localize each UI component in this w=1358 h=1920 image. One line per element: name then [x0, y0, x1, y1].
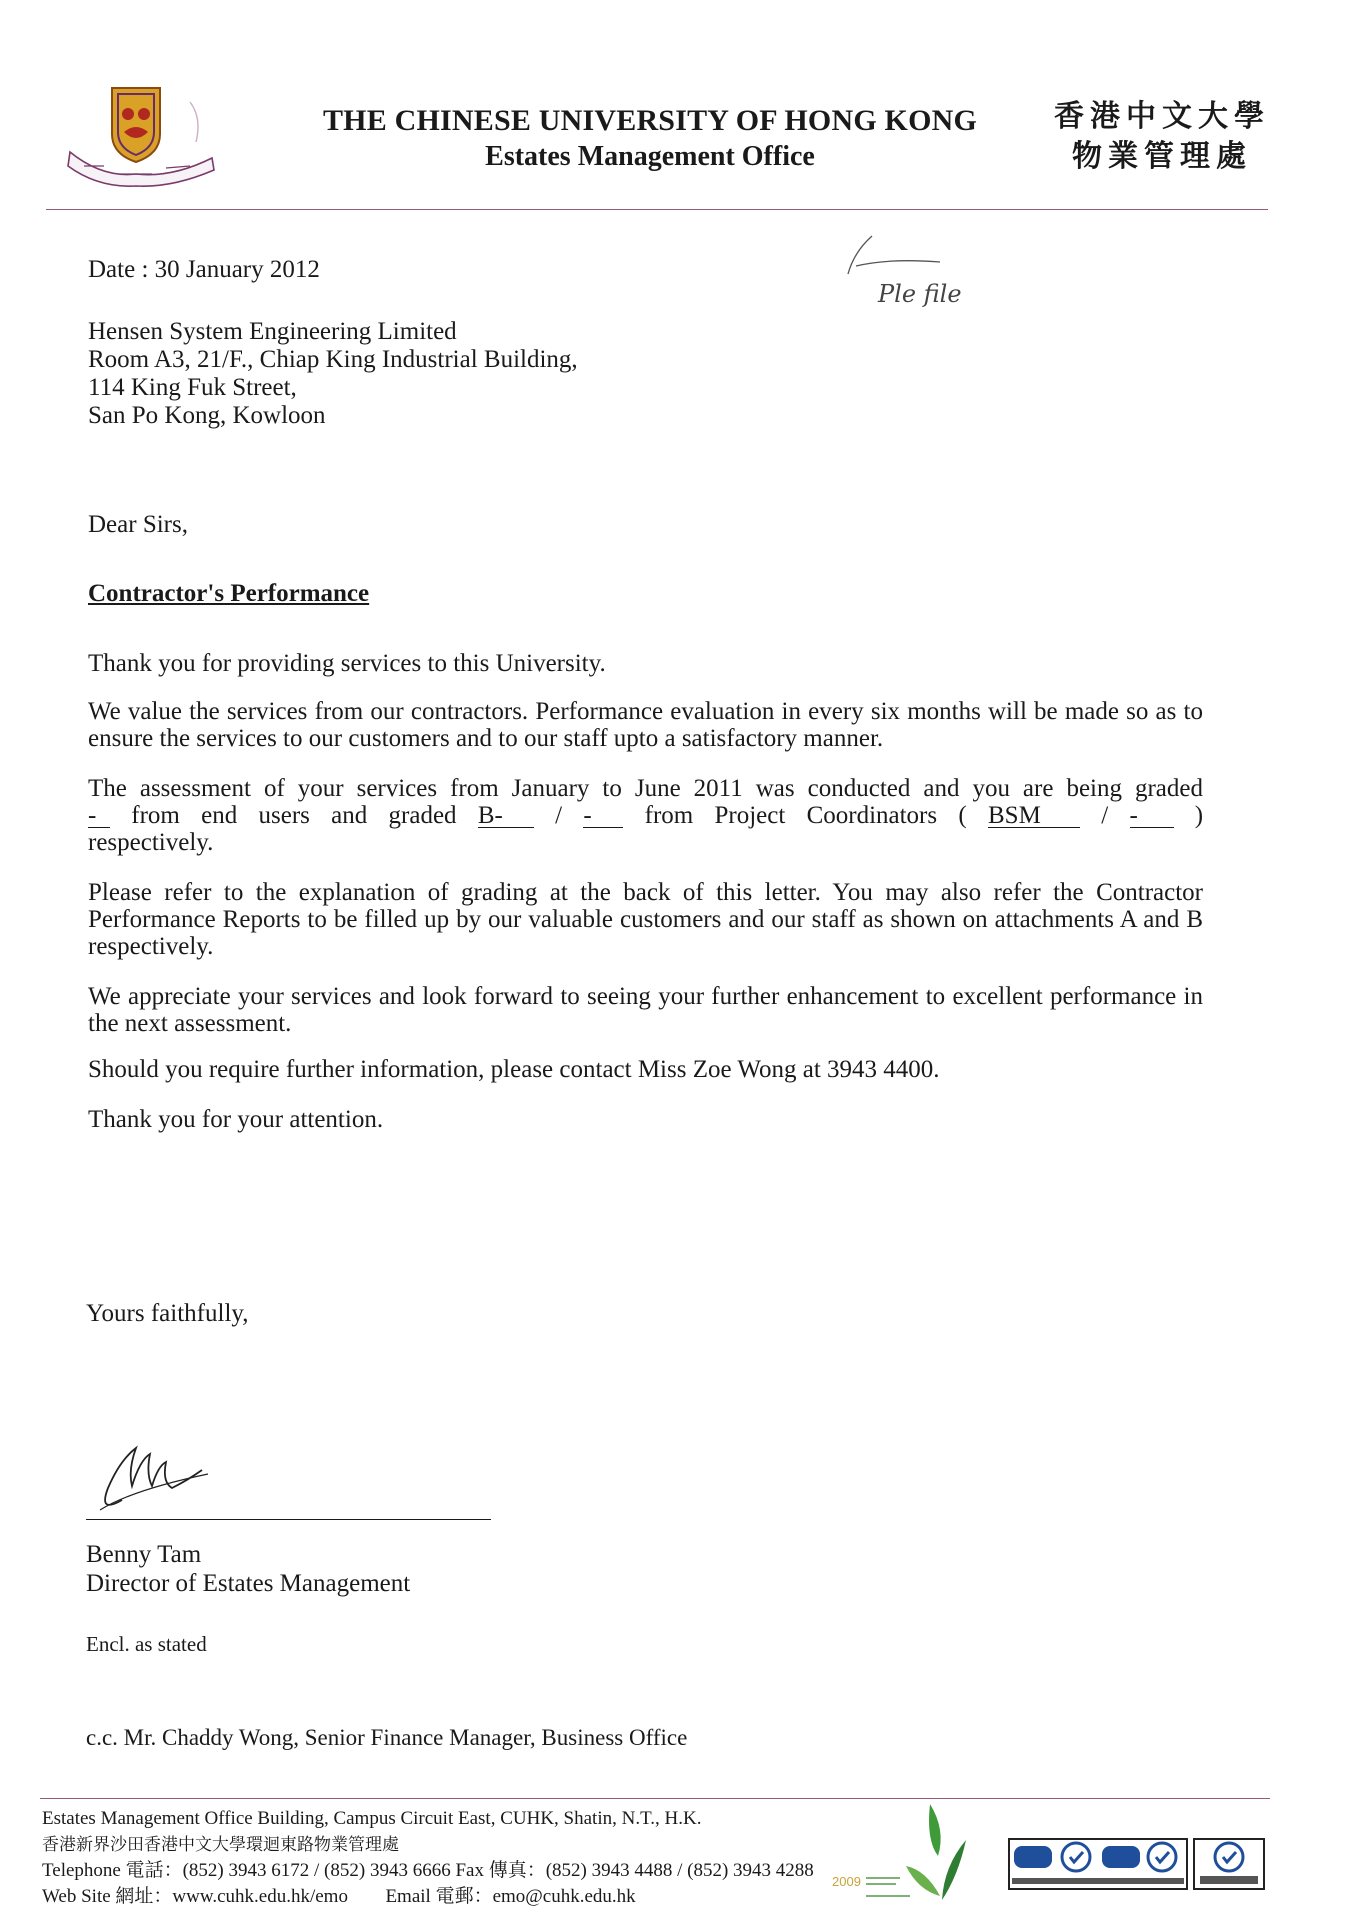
eco-year: 2009: [832, 1874, 861, 1889]
recipient-line: Hensen System Engineering Limited: [88, 318, 457, 345]
coordinator-separator: /: [1101, 802, 1109, 829]
handwritten-note: Ple file: [878, 280, 962, 308]
grade-separator: /: [555, 802, 563, 829]
signer-name: Benny Tam: [86, 1541, 202, 1568]
letterhead-chinese: [1052, 97, 1272, 177]
footer-web-email: [42, 1884, 842, 1910]
from-end-users-text: from end users and graded: [131, 802, 457, 829]
paragraph-grading-explanation: Please refer to the explanation of grading at the back of this letter. You may also refer the Contractor Performance Reports to be filled up by our valuable customers and our staff as shown on attachments A and B respectively.: [88, 879, 1203, 960]
footer-telephone-fax: Telephone 電話：(852) 3943 6172 / (852) 3943 6666 Fax 傳真：(852) 3943 4488 / (852) 3943 4288: [42, 1860, 814, 1881]
signer-block: [86, 1540, 410, 1598]
grade-project-coordinator-2: -: [583, 805, 623, 828]
from-project-coordinators-text: from Project Coordinators (: [644, 802, 967, 829]
signer-title: Director of Estates Management: [86, 1570, 411, 1597]
paragraph-assessment: [88, 775, 1203, 856]
letterhead-english: [290, 103, 1010, 175]
handwritten-annotation: [830, 222, 1010, 312]
paragraph-appreciation: We appreciate your services and look forward to seeing your further enhancement to excellent performance in the next assessment.: [88, 983, 1203, 1037]
footer-email: Email 電郵：emo@cuhk.edu.hk: [385, 1886, 636, 1907]
footer-address-en: Estates Management Office Building, Campus Circuit East, CUHK, Shatin, N.T., H.K.: [42, 1808, 702, 1829]
footer-website: Web Site 網址：www.cuhk.edu.hk/emo: [42, 1886, 348, 1907]
office-name-en: Estates Management Office: [485, 141, 815, 172]
environmental-award-logo: [826, 1800, 996, 1912]
recipient-line: San Po Kong, Kowloon: [88, 402, 326, 429]
letter-date: Date : 30 January 2012: [88, 256, 320, 283]
paragraph-attention: Thank you for your attention.: [88, 1106, 384, 1133]
enclosure-note: Encl. as stated: [86, 1632, 207, 1656]
assessment-line-1: The assessment of your services from January to June 2011 was conducted and you are being graded: [88, 775, 1203, 802]
coordinator-code-2: -: [1130, 805, 1174, 828]
signature-line: [86, 1519, 491, 1520]
grade-end-users: -: [88, 805, 110, 828]
recipient-address: [88, 318, 788, 430]
closing: Yours faithfully,: [86, 1300, 249, 1327]
university-name-en: THE CHINESE UNIVERSITY OF HONG KONG: [322, 104, 978, 137]
university-name-cn: 香港中文大學: [1054, 99, 1270, 134]
footer-address-cn: 香港新界沙田香港中文大學環迴東路物業管理處: [42, 1835, 399, 1855]
paragraph-thanks: Thank you for providing services to this University.: [88, 650, 606, 677]
carbon-copy: c.c. Mr. Chaddy Wong, Senior Finance Manager, Business Office: [86, 1725, 688, 1750]
closing-paren: ): [1194, 802, 1204, 829]
letter-subject: Contractor's Performance: [88, 580, 370, 607]
recipient-line: 114 King Fuk Street,: [88, 374, 297, 401]
header-rule: [46, 209, 1268, 210]
paragraph-evaluation: We value the services from our contractors. Performance evaluation in every six months will be made so as to ensure the services to our customers and to our staff upto a satisfactory manner.: [88, 698, 1203, 752]
assessment-line-3: respectively.: [88, 829, 214, 856]
certification-badges: [1008, 1838, 1266, 1900]
paragraph-contact: Should you require further information, please contact Miss Zoe Wong at 3943 4400.: [88, 1056, 940, 1083]
footer-contact: [42, 1806, 842, 1910]
footer-rule: [40, 1798, 1270, 1799]
office-name-cn: 物業管理處: [1072, 139, 1252, 174]
coordinator-code-1: BSM: [988, 805, 1080, 828]
grade-project-coordinator-1: B-: [478, 805, 534, 828]
assessment-line-2: [88, 802, 1203, 829]
salutation: Dear Sirs,: [88, 511, 188, 538]
recipient-line: Room A3, 21/F., Chiap King Industrial Building,: [88, 346, 578, 373]
handwritten-signature: [92, 1430, 222, 1516]
university-crest-logo: [62, 82, 240, 194]
